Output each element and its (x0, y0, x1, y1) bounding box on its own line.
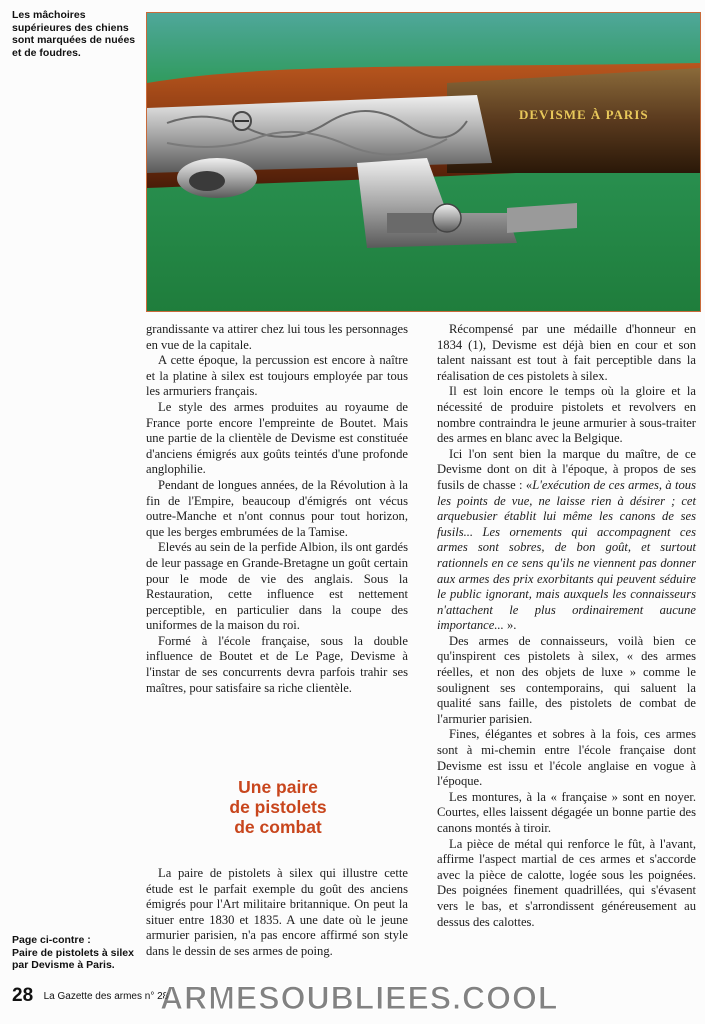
paragraph (437, 384, 696, 446)
paragraph-text: A cette époque, la percussion est encore à naître et la platine à silex est toujours employée par tous les armuriers français. (146, 353, 408, 399)
photo-caption-bottom (12, 934, 144, 972)
paragraph (437, 837, 696, 931)
paragraph (437, 322, 696, 384)
paragraph-text: Formé à l'école française, sous la double influence de Boutet et de Le Page, Devisme à l'instar de ses concurrents devra parfois trahir ses maîtres, pour satisfaire sa riche clientèle. (146, 633, 408, 695)
quotation: L'exécution de ces armes, à tous les points de vue, ne laisse rien à désirer ; cet arquebusier établit lui même les canons de ses fusils... Les ornements qui accompagnent ces armes sont sobres, de bon goût, et surtout rationnels en ce sens qu'ils ne viennent pas donner aux armes des prix exorbitants qui peuvent séduire le public ignorant, mais auxquels les connaisseurs n'attachent le plus ordinairement aucune importance... (437, 477, 696, 633)
paragraph-text: Récompensé par une médaille d'honneur en 1834 (1), Devisme est déjà bien en cour et son talent naissant est tout à fait perceptible dans la réalisation de ces pistolets à silex. (437, 322, 696, 383)
paragraph (146, 353, 408, 400)
paragraph (437, 634, 696, 728)
section-heading (190, 777, 366, 837)
photo-caption-top: Les mâchoires supérieures des chiens sont marquées de nuées et de foudres. (12, 9, 136, 59)
caption-text: Paire de pistolets à silex par Devisme à Paris. (12, 946, 134, 971)
paragraph-text: Les montures, à la « française » sont en noyer. Courtes, elles laissent dégagée un bonne partie des canons montés à tiroir. (437, 789, 696, 835)
paragraph-text: Des armes de connaisseurs, voilà bien ce qu'inspirent ces pistolets à silex, « des armes réelles, et non des objets de luxe » comme le soulignent ses contemporains, qui saluent la qualité sans faille, des pistolets de combat de l'armurier parisien. (437, 633, 696, 726)
paragraph (437, 447, 696, 634)
paragraph (437, 790, 696, 837)
paragraph-text: Fines, élégantes et sobres à la fois, ces armes sont à mi-chemin entre l'école française dont Devisme est issu et l'école anglaise en vogue à l'époque. (437, 727, 696, 789)
section-heading-line: de pistolets (229, 797, 327, 817)
engraving-text: DEVISME À PARIS (519, 107, 649, 122)
section-heading-line: de combat (234, 817, 322, 837)
pistol-lock-illustration (147, 13, 700, 311)
paragraph-text: Ici l'on sent bien la marque du maître, de ce Devisme dont on dit à l'époque, à propos de ses fusils de chasse : « (437, 446, 696, 492)
paragraph (146, 866, 408, 960)
right-column (437, 322, 696, 930)
paragraph-text: La pièce de métal qui renforce le fût, à l'avant, affirme l'aspect martial de ces armes et s'accorde avec la pièce de calotte, logée sous les poignées. Des poignées finement quadrillées, qui s'évasent vers le bas, et s'arrondissent généreusement au dessus des calottes. (437, 836, 696, 929)
paragraph (146, 322, 408, 353)
magazine-name: La Gazette des armes n° 28 (43, 990, 169, 1002)
paragraph (146, 478, 408, 540)
paragraph-text: Elevés au sein de la perfide Albion, ils ont gardés de leur passage en Grande-Bretagne un goût certain pour le mode de vie des anglais. Sous la Restauration, cette influence est nettement perceptible, en particulier dans la coupe des uniformes de la maison du roi. (146, 540, 408, 633)
left-column-bottom (146, 866, 408, 960)
page-number: 28 (12, 985, 34, 1006)
watermark: ARMESOUBLIEES.COOL (160, 980, 559, 1016)
page-footer (12, 985, 168, 1009)
quotation-end: ». (503, 618, 517, 633)
paragraph-text: Il est loin encore le temps où la gloire et la nécessité de produire pistolets et revolvers en nombre contraindra le jeune armurier à sous-traiter des armes en blanc avec la Belgique. (437, 384, 696, 446)
section-heading-line: Une paire (238, 777, 318, 797)
paragraph (146, 540, 408, 634)
paragraph (146, 634, 408, 696)
paragraph (437, 727, 696, 789)
paragraph-text: grandissante va attirer chez lui tous les personnages en vue de la capitale. (146, 322, 408, 352)
paragraph-text: Pendant de longues années, de la Révolution à la fin de l'Empire, beaucoup d'émigrés ont vécus outre-Manche et n'ont connus pour tout horizon, que les berges embrumées de la Tamise. (146, 477, 408, 539)
paragraph (146, 400, 408, 478)
left-column (146, 322, 408, 696)
caption-title: Page ci-contre : (12, 934, 91, 946)
paragraph-text: Le style des armes produites au royaume de France porte encore l'empreinte de Boutet. Mais une partie de la clientèle de Devisme est constituée d'anciens émigrés aux goûts teintés d'une profonde anglophilie. (146, 399, 408, 477)
paragraph-text: La paire de pistolets à silex qui illustre cette étude est le parfait exemple du goût des anciens émigrés pour l'Art militaire britannique. On peut la situer entre 1830 et 1835. A une date où le jeune armurier parisien, n'a pas encore affirmé son style dans le dessin de ses armes de poing. (146, 866, 408, 958)
pistol-photo (146, 12, 701, 312)
